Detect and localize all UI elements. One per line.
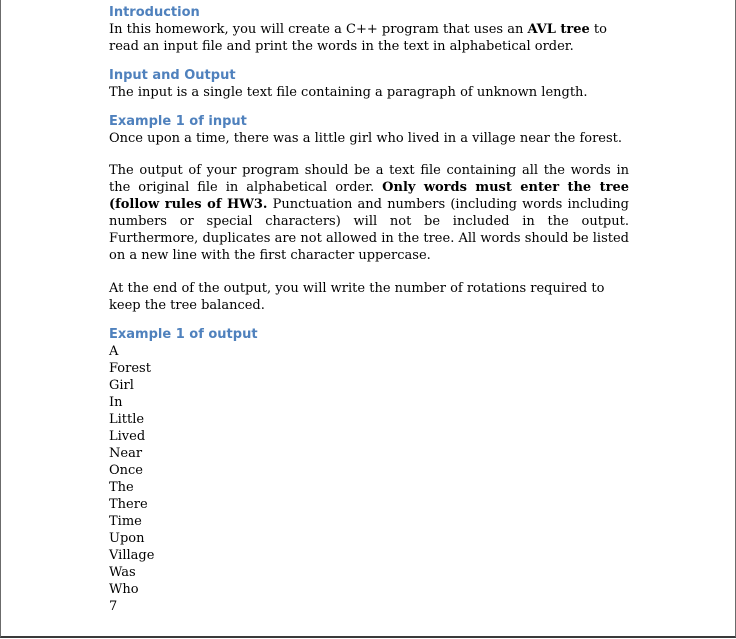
- introduction-text-bold: AVL tree: [527, 22, 590, 37]
- introduction-heading: Introduction: [109, 5, 200, 20]
- spacer: [109, 314, 629, 326]
- example-output-heading: Example 1 of output: [109, 327, 258, 342]
- output-word: Upon: [109, 531, 145, 546]
- input-output-paragraph: The input is a single text file containing a paragraph of unknown length.: [109, 85, 588, 100]
- spacer: [109, 55, 629, 67]
- spacer: [109, 264, 629, 280]
- introduction-text-1: In this homework, you will create a C++ program that uses an: [109, 22, 528, 37]
- output-word: Near: [109, 446, 143, 461]
- output-word: Girl: [109, 378, 134, 393]
- output-word: Lived: [109, 429, 146, 444]
- spacer: [109, 101, 629, 113]
- output-description-text-1: The output of your program should be a text file containing all the words in the original file in alphabetical order.: [109, 163, 629, 195]
- output-description-paragraph: [109, 162, 629, 264]
- spacer: [109, 147, 629, 162]
- output-word: Who: [109, 582, 139, 597]
- output-word: Once: [109, 463, 144, 478]
- output-word: A: [109, 344, 119, 359]
- example-output-word-list: [109, 343, 629, 615]
- output-word: Village: [109, 548, 155, 563]
- example-input-paragraph: Once upon a time, there was a little girl who lived in a village near the forest.: [109, 131, 623, 146]
- output-word: In: [109, 395, 123, 410]
- output-word: Forest: [109, 361, 151, 376]
- output-word: Little: [109, 412, 145, 427]
- document-content: [109, 4, 629, 615]
- introduction-paragraph: [109, 21, 629, 55]
- introduction-text-2: to read an input file and print the words in the text in alphabetical order.: [109, 22, 607, 54]
- rotation-count: 7: [109, 599, 118, 614]
- output-word: The: [109, 480, 134, 495]
- output-description-text-2: Punctuation and numbers (including words including numbers or special characters) will not be included in the output. Furthermore, duplicates are not allowed in the tree. All words should be listed on a new line with the first character uppercase.: [109, 197, 629, 263]
- output-word: Was: [109, 565, 136, 580]
- input-output-heading: Input and Output: [109, 68, 236, 83]
- rotations-paragraph: At the end of the output, you will write the number of rotations required to keep the tree balanced.: [109, 281, 605, 313]
- output-description-text-bold: Only words must enter the tree (follow rules of HW3.: [109, 180, 629, 212]
- example-input-heading: Example 1 of input: [109, 114, 247, 129]
- output-word: There: [109, 497, 148, 512]
- output-word: Time: [109, 514, 142, 529]
